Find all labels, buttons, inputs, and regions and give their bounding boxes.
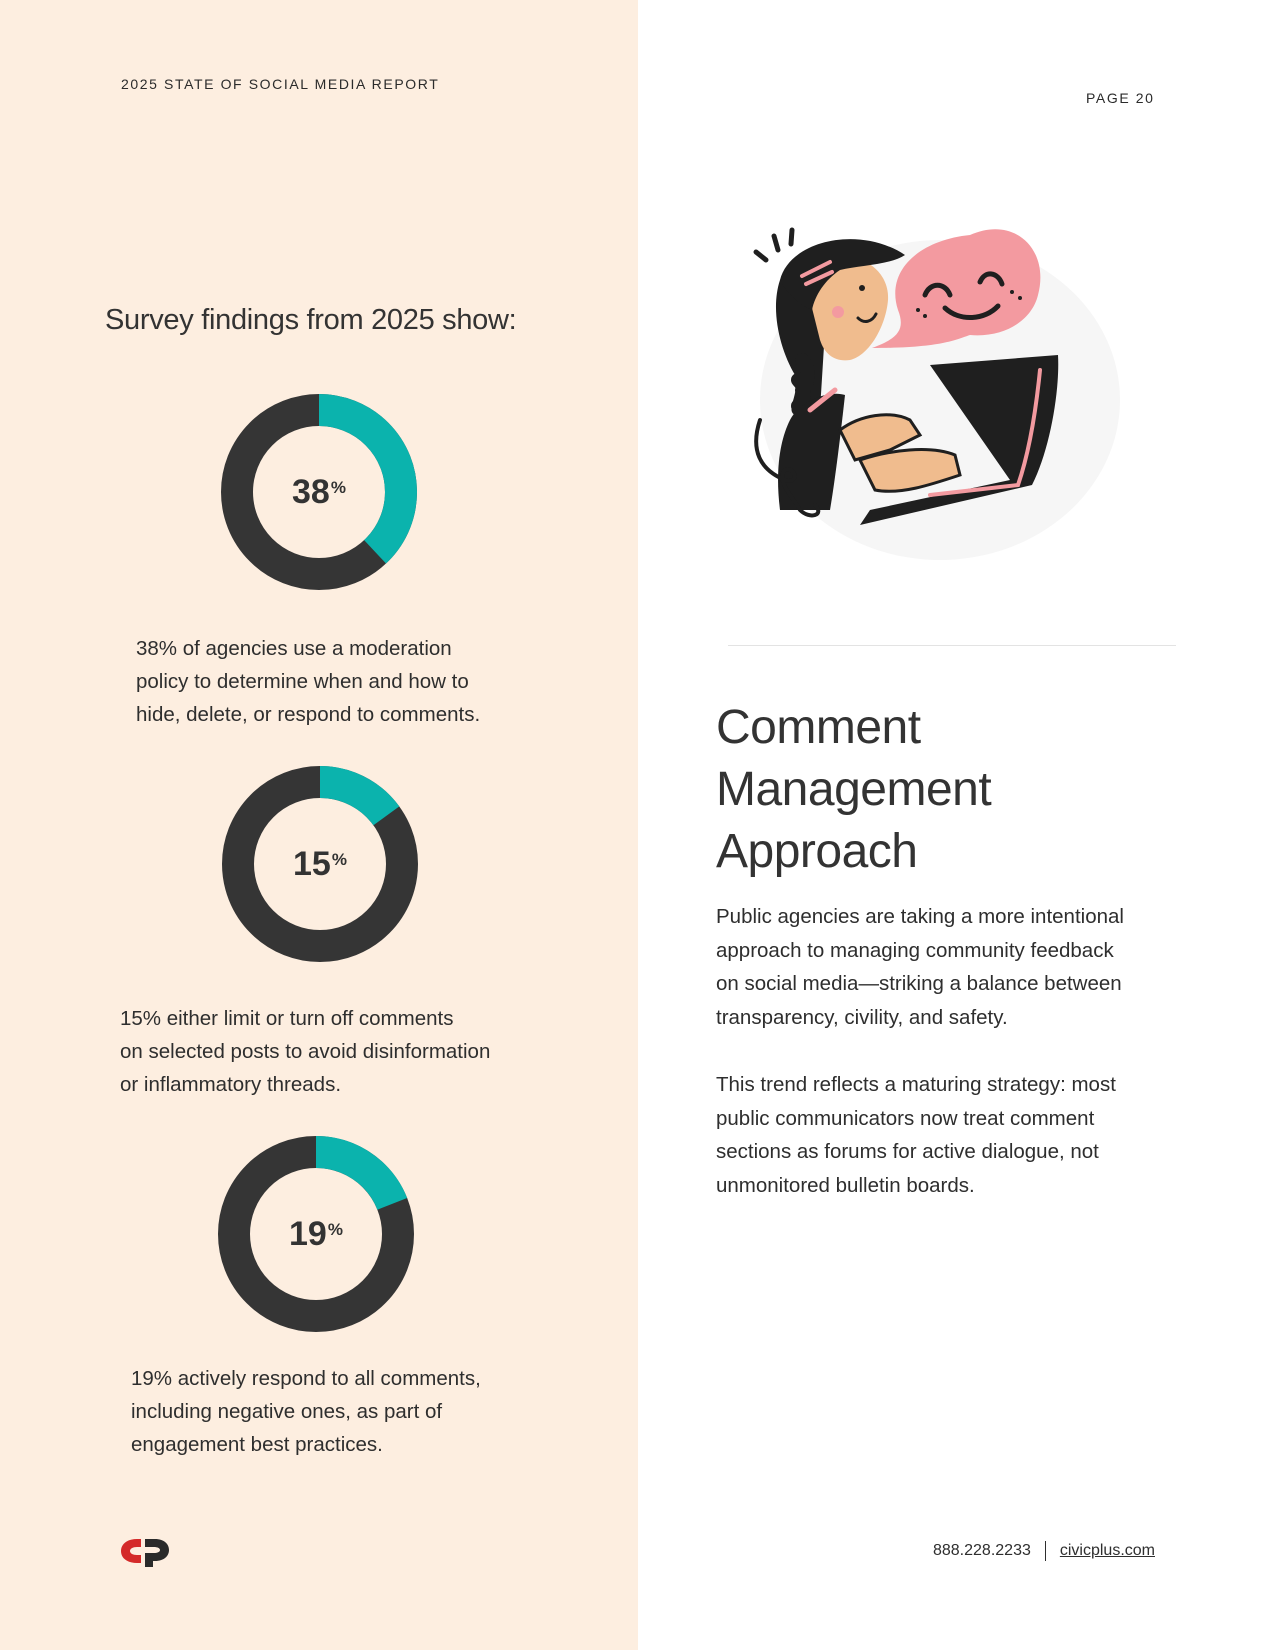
paragraph-line: Public agencies are taking a more intentional — [716, 905, 1124, 928]
donut-chart-3 — [216, 1134, 416, 1334]
donut-unit: % — [331, 850, 347, 869]
stat-line: engagement best practices. — [131, 1433, 383, 1456]
donut-unit: % — [327, 1220, 343, 1239]
stat-text-1 — [136, 632, 480, 731]
donut-unit: % — [330, 478, 346, 497]
paragraph-line: on social media—striking a balance between — [716, 972, 1122, 995]
stat-line: 15% either limit or turn off comments — [120, 1007, 454, 1030]
donut-label — [216, 1134, 416, 1334]
civicplus-logo-icon[interactable] — [119, 1535, 171, 1569]
footer-separator — [1045, 1541, 1046, 1561]
section-title-line: Management — [716, 763, 992, 816]
stat-line: hide, delete, or respond to comments. — [136, 703, 481, 726]
donut-value: 15 — [293, 844, 331, 883]
donut-chart-1 — [219, 392, 419, 592]
stat-line: 19% actively respond to all comments, — [131, 1367, 481, 1390]
footer-contact — [933, 1541, 1155, 1561]
donut-value: 19 — [289, 1214, 327, 1253]
stat-text-2 — [120, 1002, 490, 1101]
donut-chart-2 — [220, 764, 420, 964]
stat-line: including negative ones, as part of — [131, 1400, 443, 1423]
paragraph-line: approach to managing community feedback — [716, 938, 1114, 962]
body-paragraph-1 — [716, 900, 1156, 1034]
page-number: PAGE 20 — [1086, 90, 1155, 106]
donut-label — [219, 392, 419, 592]
report-title: 2025 STATE OF SOCIAL MEDIA REPORT — [121, 76, 440, 92]
paragraph-line: sections as forums for active dialogue, not — [716, 1140, 1099, 1163]
divider — [728, 645, 1176, 646]
donut-label — [220, 764, 420, 964]
donut-value: 38 — [292, 472, 330, 511]
paragraph-line: This trend reflects a maturing strategy: most — [716, 1073, 1116, 1096]
survey-heading: Survey findings from 2025 show: — [105, 304, 517, 336]
paragraph-line: transparency, civility, and safety. — [716, 1005, 1008, 1029]
illustration — [740, 210, 1140, 570]
person-typing-laptop-speech-bubble-illustration-icon — [740, 210, 1140, 570]
stat-line: on selected posts to avoid disinformation — [120, 1040, 491, 1063]
stat-line: or inflammatory threads. — [120, 1073, 342, 1096]
section-title-line: Approach — [716, 825, 918, 878]
paragraph-line: public communicators now treat comment — [716, 1106, 1095, 1130]
section-title-line: Comment — [716, 701, 921, 754]
stat-line: 38% of agencies use a moderation — [136, 637, 452, 660]
stat-text-3 — [131, 1362, 481, 1461]
stat-line: policy to determine when and how to — [136, 670, 469, 693]
paragraph-line: unmonitored bulletin boards. — [716, 1173, 975, 1197]
body-paragraph-2 — [716, 1068, 1156, 1202]
section-title — [716, 697, 1136, 883]
website-link[interactable]: civicplus.com — [1059, 1542, 1155, 1559]
phone-number: 888.228.2233 — [932, 1542, 1031, 1559]
